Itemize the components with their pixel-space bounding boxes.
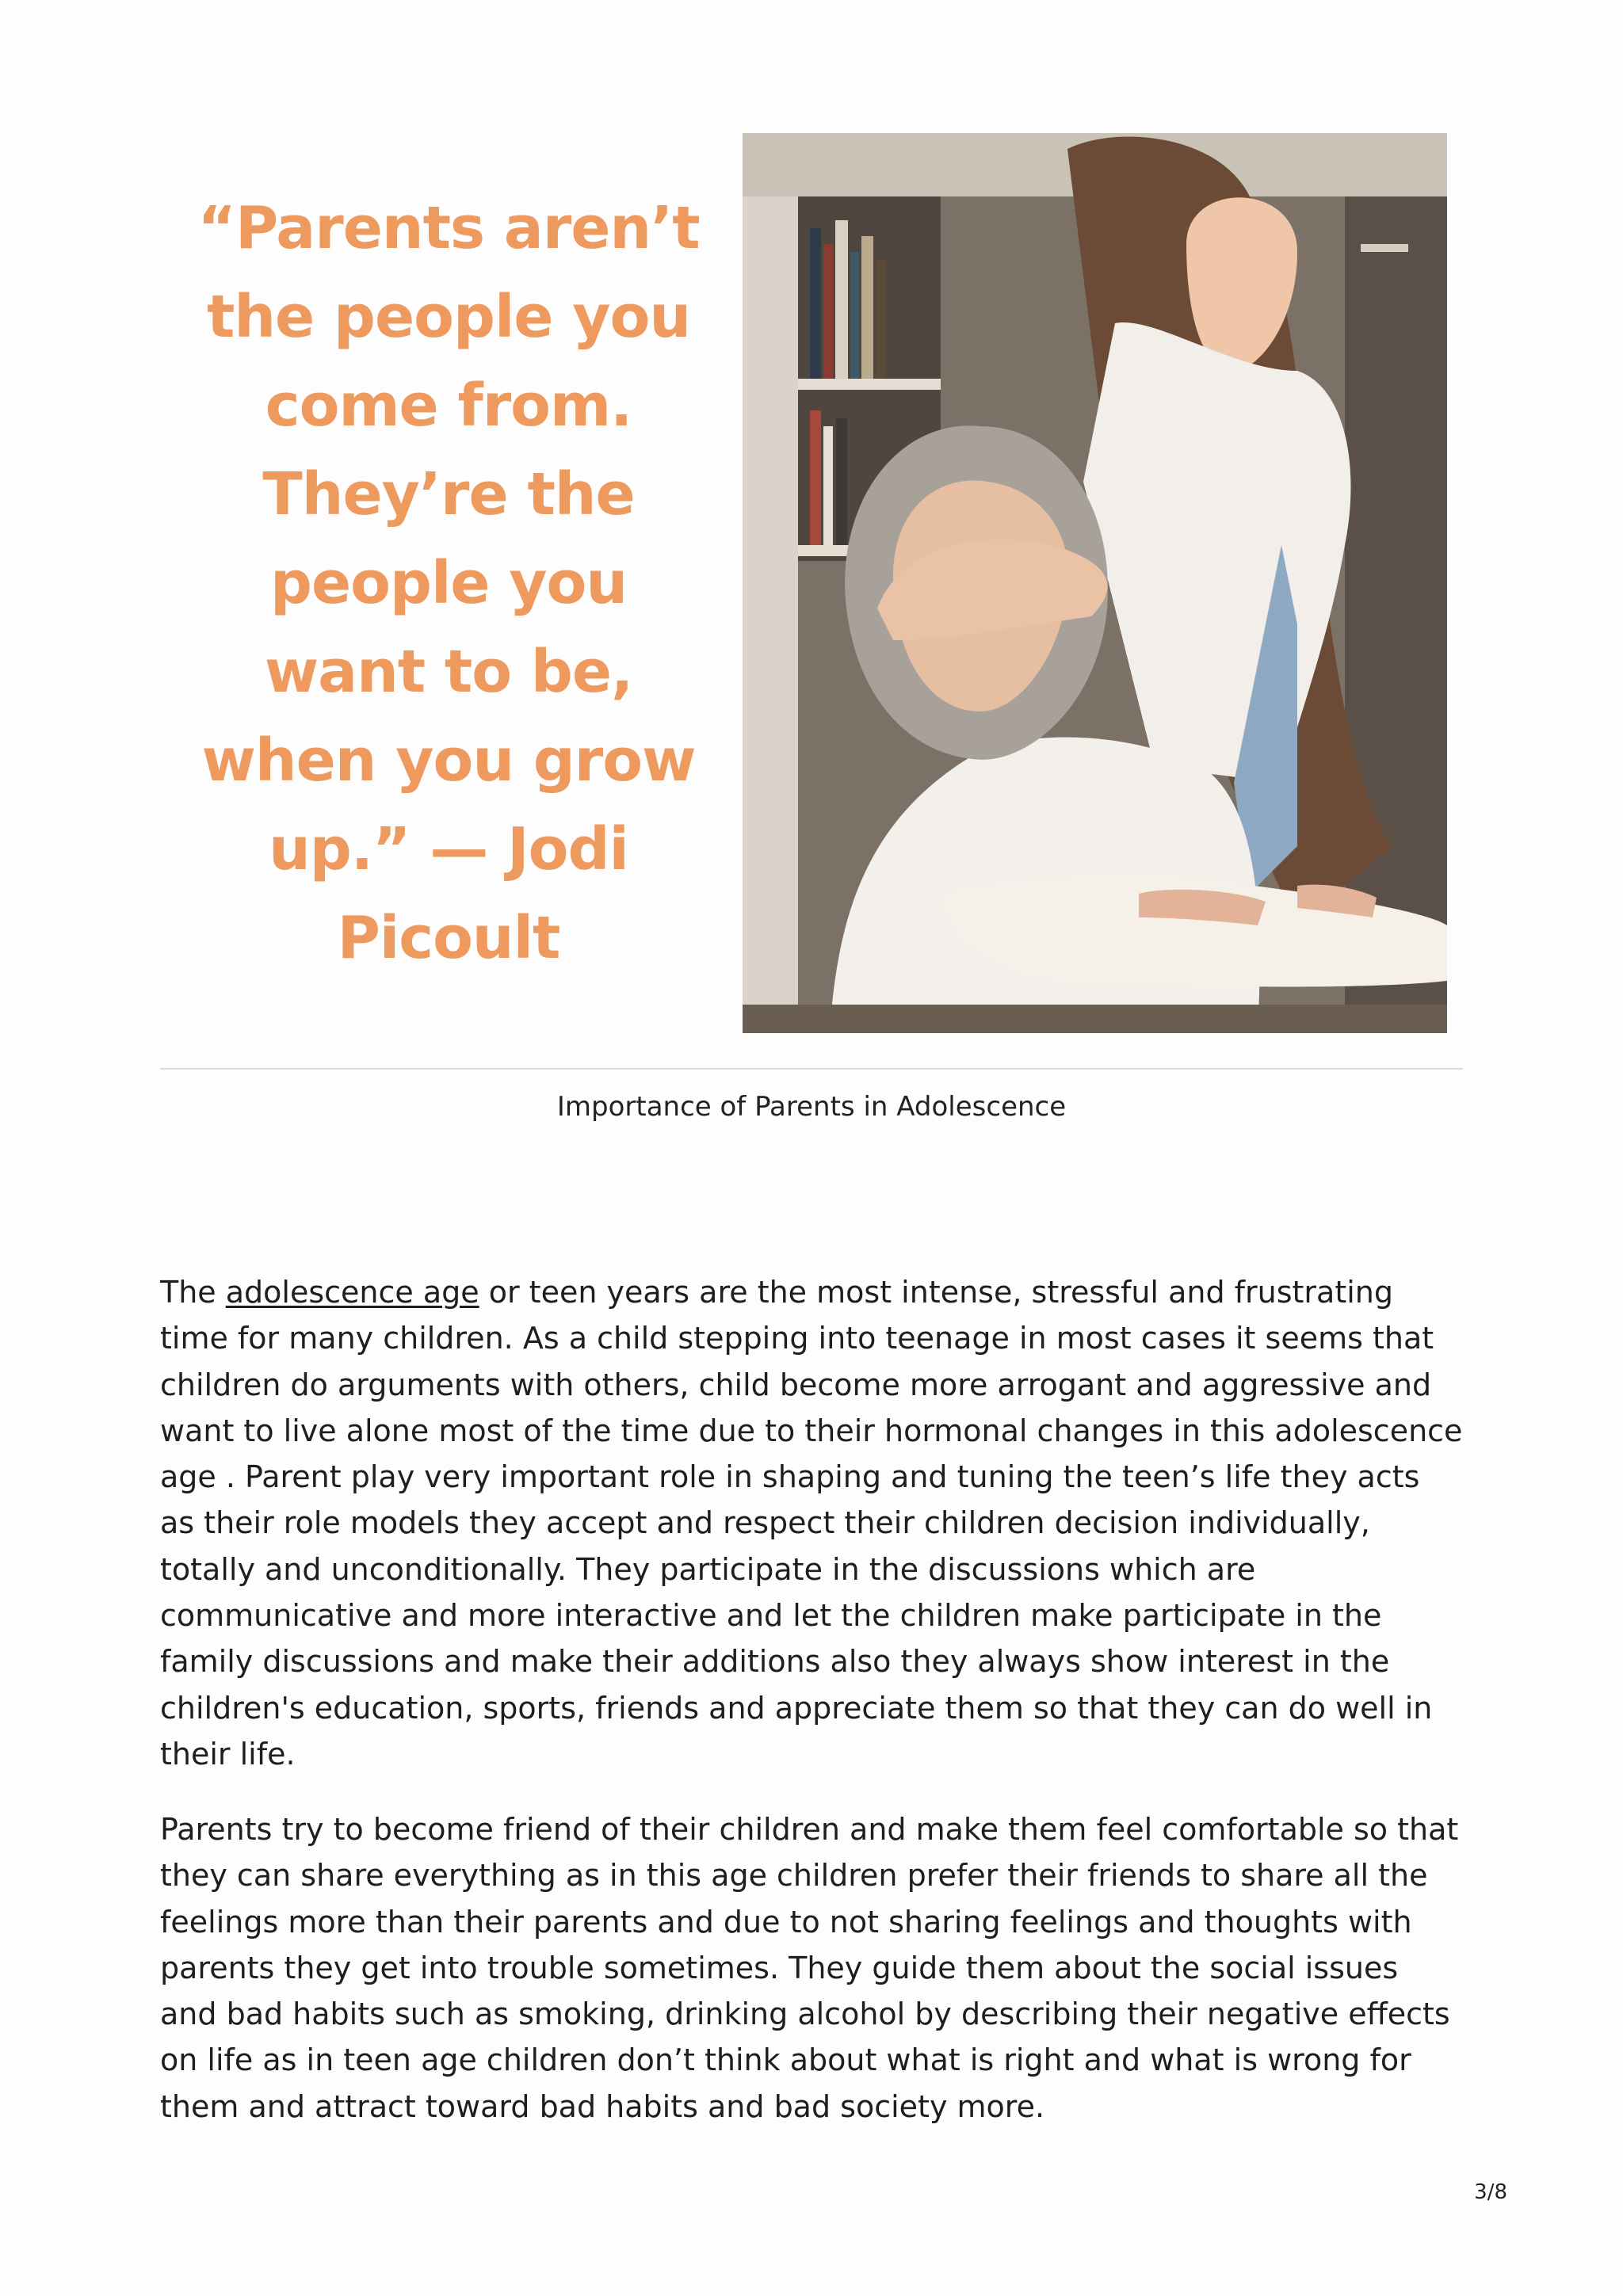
figure-divider [160,1068,1463,1070]
adolescence-age-link[interactable]: adolescence age [225,1275,479,1310]
quote-text: “Parents aren’t the people you come from. They’re the people you want to be, when you grow up.” — Jodi Picoult [197,194,700,972]
article-figure [160,133,1463,1033]
quote-graphic [182,133,715,1033]
figure-caption: Importance of Parents in Adolescence [556,1091,1067,1123]
article-paragraph-1 [160,1269,1463,1777]
paragraph-1-body: or teen years are the most intense, stressful and frustrating time for many children. As a child stepping into teenage in most cases it seems that children do arguments with others, child become more arrogant and aggressive and want to live alone most of the time due to their hormonal changes in this adolescence age . Parent play very important role in shaping and tuning the teen’s life they acts as their role models they accept and respect their children decision individually, totally and unconditionally. They participate in the discussions which are communicative and more interactive and let the children make participate in the family discussions and make their additions also they always show interest in the children's education, sports, friends and appreciate them so that they can do well in their life. [160,1275,1463,1772]
page-number: 3/8 [1474,2180,1507,2204]
photo-illustration [743,133,1447,1033]
paragraph-1-intro: The [160,1275,226,1310]
article-paragraph-2: Parents try to become friend of their children and make them feel comfortable so that they can share everything as in this age children prefer their friends to share all the feelings more than their parents and due to not sharing feelings and thoughts with parents they get into trouble sometimes. They guide them about the social issues and bad habits such as smoking, drinking alcohol by describing their negative effects on life as in teen age children don’t think about what is right and what is wrong for them and attract toward bad habits and bad society more. [160,1812,1459,2124]
photo-grandmother-and-granddaughter [743,133,1447,1033]
